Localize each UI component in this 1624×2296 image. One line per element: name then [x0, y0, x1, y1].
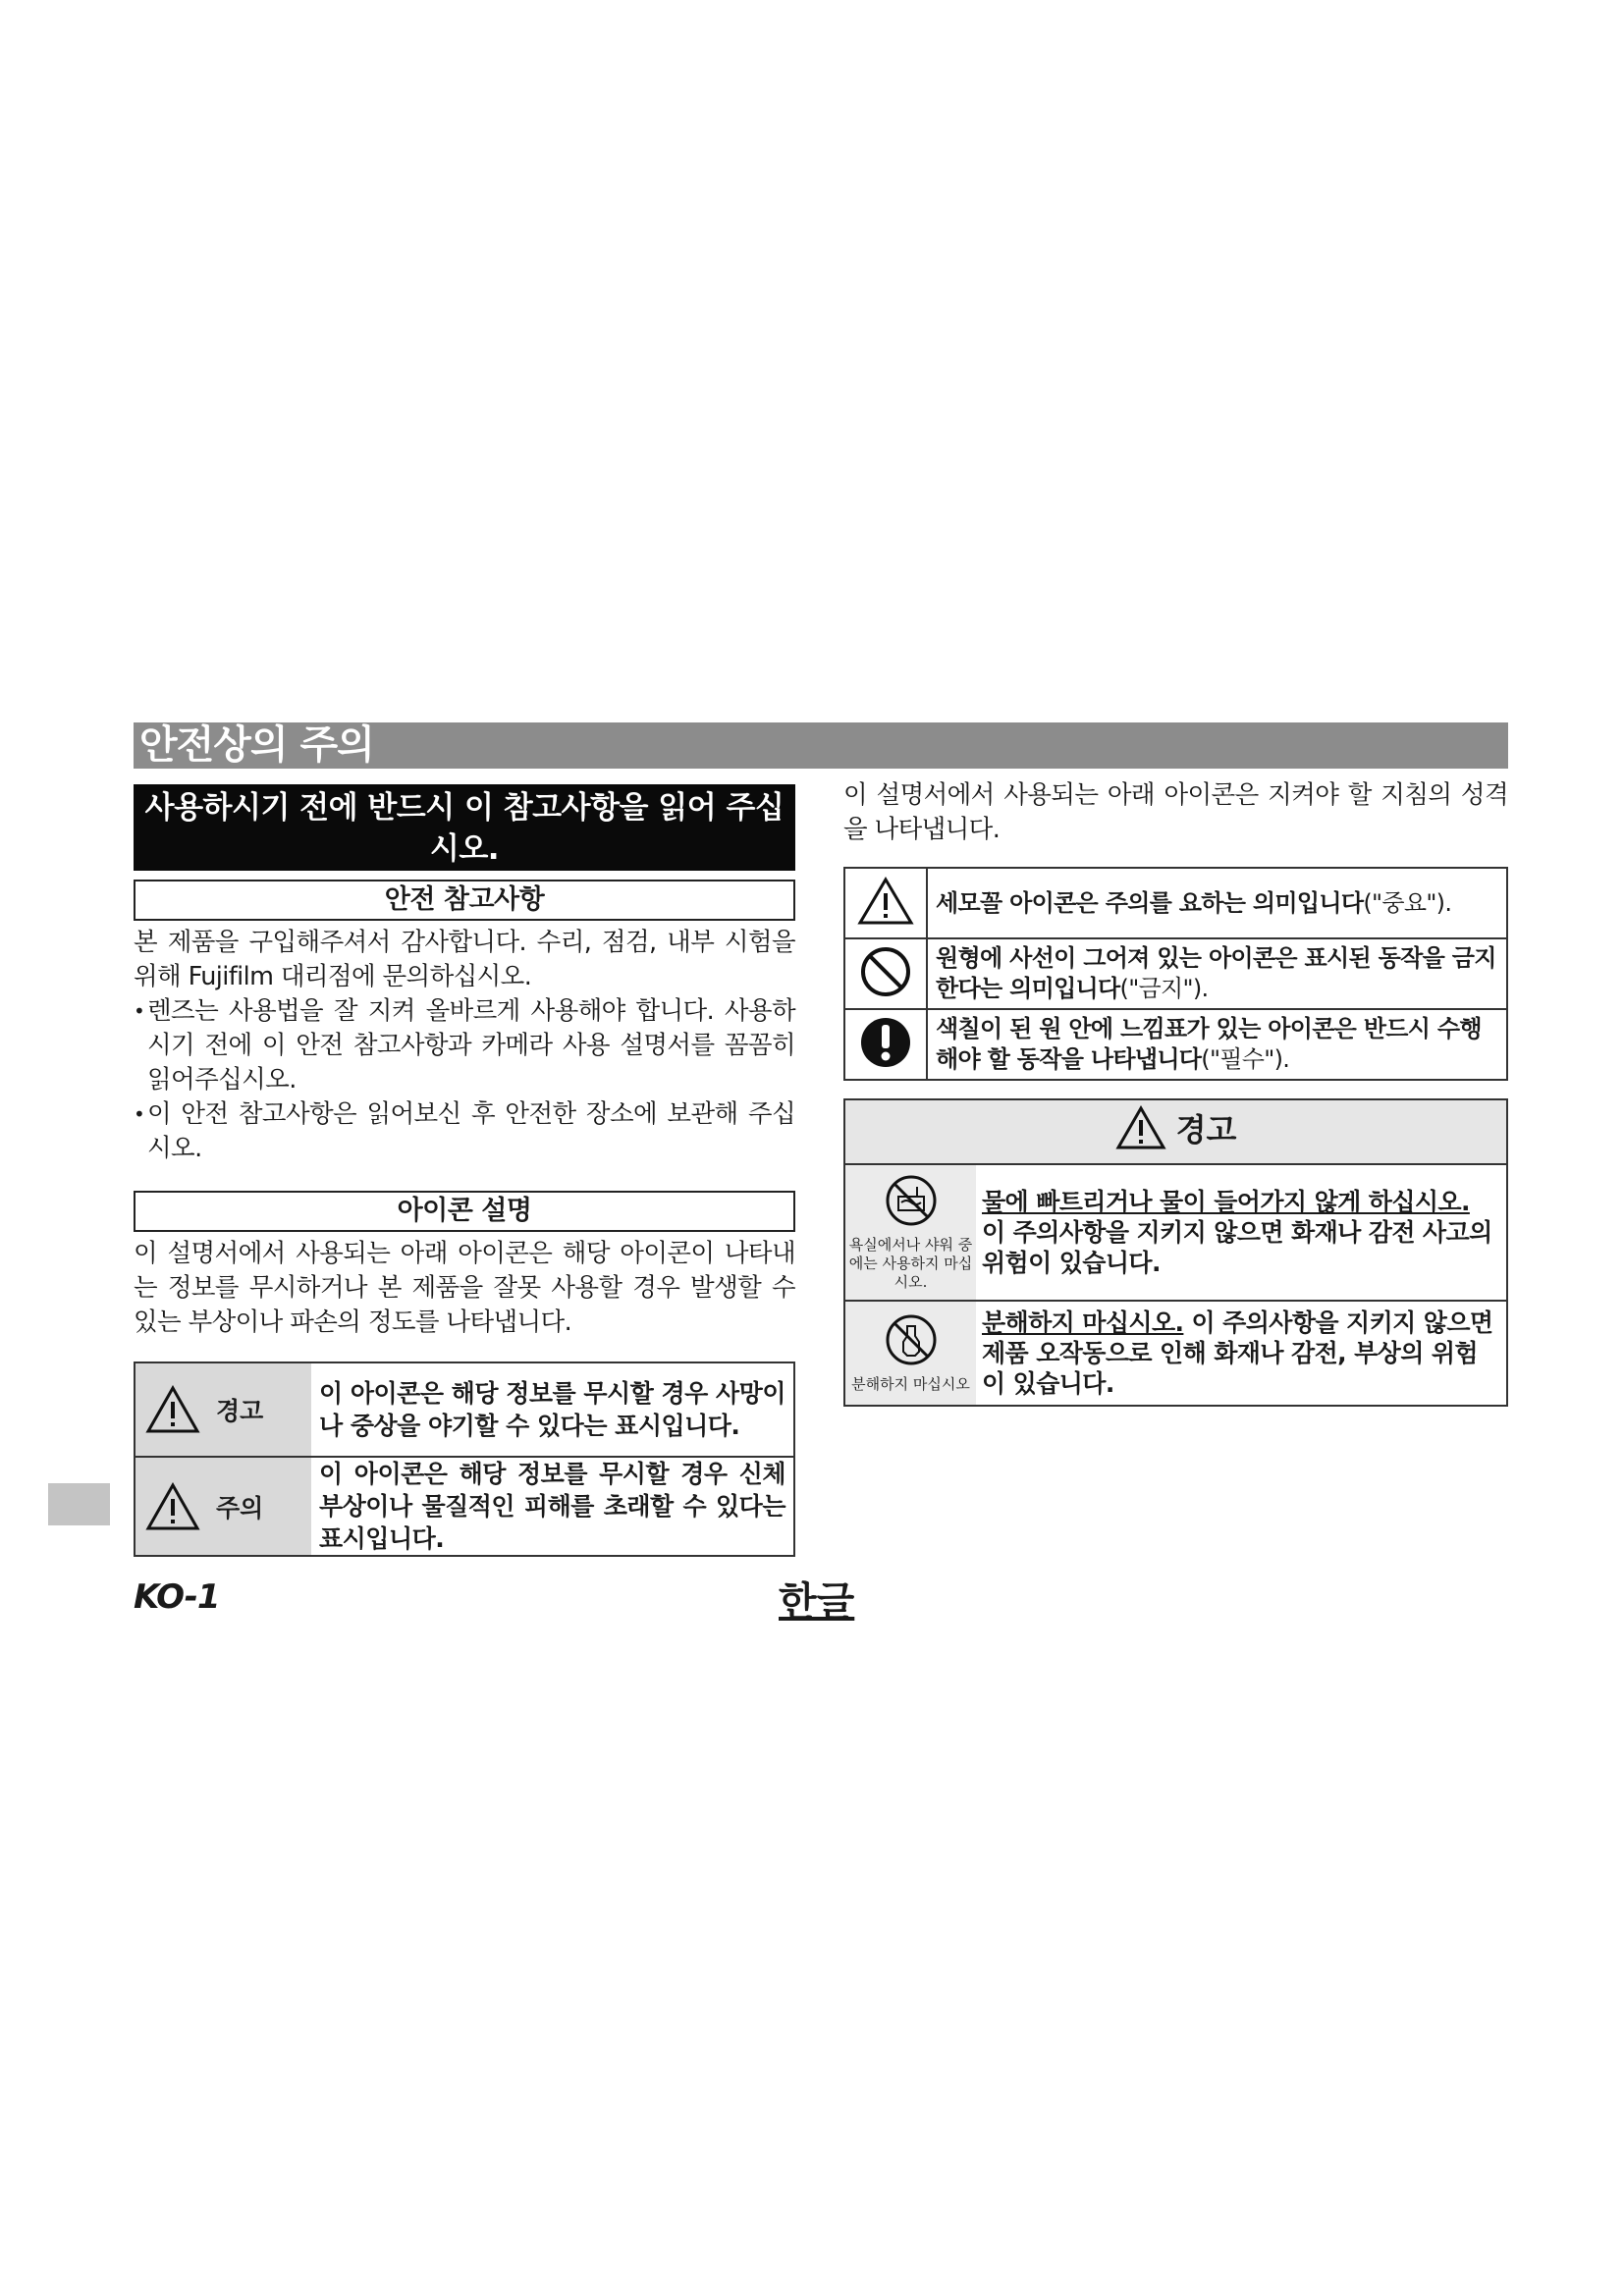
- warning-row: [844, 1301, 1507, 1406]
- bullet-item: • 렌즈는 사용법을 잘 지켜 올바르게 사용해야 합니다. 사용하시기 전에 이 안전 참고사항과 카메라 사용 설명서를 꼼꼼히 읽어주십시오.: [134, 994, 795, 1097]
- warning-icon-caption: 욕실에서나 샤워 중에는 사용하지 마십시오.: [848, 1236, 973, 1291]
- icon-meaning-intro: 이 설명서에서 사용되는 아래 아이콘은 지켜야 할 지침의 성격을 나타냅니다.: [843, 780, 1508, 844]
- warning-text: 이 주의사항을 지키지 않으면 화재나 감전 사고의 위험이 있습니다.: [982, 1218, 1492, 1277]
- no-disassembly-icon: [884, 1312, 939, 1367]
- icon-meaning-text: 원형에 사선이 그어져 있는 아이콘은 표시된 동작을 금지한다는 의미입니다: [936, 944, 1496, 1002]
- warning-triangle-icon: [145, 1385, 200, 1434]
- warning-triangle-icon: [1115, 1105, 1166, 1150]
- severity-table: [134, 1362, 795, 1557]
- severity-row-caution: [135, 1457, 794, 1556]
- bullet-text: 렌즈는 사용법을 잘 지켜 올바르게 사용해야 합니다. 사용하시기 전에 이 안전 참고사항과 카메라 사용 설명서를 꼼꼼히 읽어주십시오.: [147, 996, 795, 1095]
- icon-meaning-tag: ("금지").: [1119, 975, 1209, 1002]
- warning-row: [844, 1164, 1507, 1301]
- severity-row-warning: [135, 1362, 794, 1457]
- no-water-icon: [884, 1173, 939, 1228]
- warning-table: [843, 1098, 1508, 1407]
- language-label: 한글: [779, 1579, 855, 1625]
- warning-header: [844, 1099, 1507, 1164]
- warning-text: 이 주의사항을 지키지 않으면 제품 오작동으로 인해 화재나 감전, 부상의 위험이 있습니다.: [982, 1308, 1493, 1398]
- page-title: 안전상의 주의: [134, 722, 1508, 769]
- section-tab-marker: [48, 1483, 110, 1525]
- icon-meaning-table: [843, 867, 1508, 1081]
- icon-meaning-text: 색칠이 된 원 안에 느낌표가 있는 아이콘은 반드시 수행해야 할 동작을 나타냅니다: [936, 1015, 1482, 1073]
- warning-icon-caption: 분해하지 마십시오: [851, 1375, 970, 1393]
- icon-explanation-text: 이 설명서에서 사용되는 아래 아이콘은 해당 아이콘이 나타내는 정보를 무시하거나 본 제품을 잘못 사용할 경우 발생할 수 있는 부상이나 파손의 정도를 나타냅니다.: [134, 1239, 795, 1337]
- icon-meaning-text: 세모꼴 아이콘은 주의를 요하는 의미입니다: [936, 888, 1364, 917]
- icon-meaning-tag: ("중요").: [1363, 888, 1452, 917]
- read-before-use-banner: 사용하시기 전에 반드시 이 참고사항을 읽어 주십시오.: [134, 784, 795, 871]
- prohibited-circle-icon: [858, 944, 913, 999]
- severity-label: 주의: [216, 1493, 264, 1522]
- safety-intro-text: 본 제품을 구입해주셔서 감사합니다. 수리, 점검, 내부 시험을 위해 Fujifilm 대리점에 문의하십시오.: [134, 928, 795, 991]
- bullet-text: 이 안전 참고사항은 읽어보신 후 안전한 장소에 보관해 주십시오.: [147, 1099, 795, 1163]
- warning-lead: 물에 빠트리거나 물이 들어가지 않게 하십시오.: [982, 1188, 1470, 1216]
- page-number: KO-1: [134, 1577, 220, 1617]
- warning-title: 경고: [1175, 1111, 1237, 1148]
- left-column: [134, 784, 795, 1557]
- icon-meaning-row: [844, 1009, 1507, 1080]
- icon-meaning-tag: ("필수").: [1201, 1045, 1290, 1073]
- mandatory-exclamation-icon: [858, 1015, 913, 1070]
- right-column: [843, 778, 1508, 1407]
- bullet-item: • 이 안전 참고사항은 읽어보신 후 안전한 장소에 보관해 주십시오.: [134, 1097, 795, 1166]
- warning-lead: 분해하지 마십시오.: [982, 1308, 1184, 1337]
- severity-label: 경고: [216, 1397, 264, 1425]
- caution-triangle-icon: [857, 877, 914, 926]
- icon-meaning-row: [844, 938, 1507, 1009]
- warning-triangle-icon: [145, 1482, 200, 1531]
- severity-description: 이 아이콘은 해당 정보를 무시할 경우 사망이나 중상을 야기할 수 있다는 표시입니다.: [311, 1362, 794, 1457]
- icon-meaning-row: [844, 868, 1507, 938]
- safety-notes-heading: 안전 참고사항: [134, 880, 795, 921]
- icon-explanation-heading: 아이콘 설명: [134, 1191, 795, 1232]
- severity-description: 이 아이콘은 해당 정보를 무시할 경우 신체 부상이나 물질적인 피해를 초래할 수 있다는 표시입니다.: [311, 1457, 794, 1556]
